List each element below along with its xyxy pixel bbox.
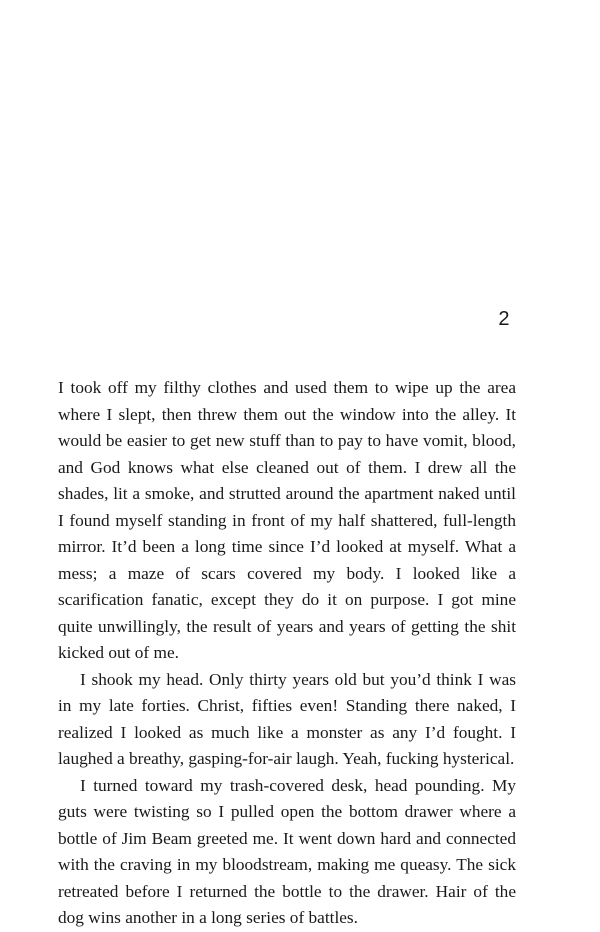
paragraph-2: I shook my head. Only thirty years old but you’d think I was in my late forties. Christ, fifties even! Standing there naked, I realized I looked as much like a monster as any I’d fought. I laughed a breathy, gasping-for-air laugh. Yeah, fucking hysterical. <box>58 669 516 768</box>
paragraph-3: I turned toward my trash-covered desk, head pounding. My guts were twisting so I pulled open the bottom drawer where a bottle of Jim Beam greeted me. It went down hard and connected with the craving in my bloodstream, making me queasy. The sick retreated before I returned the bottle to the drawer. Hair of the dog wins another in a long series of battles. <box>58 775 516 927</box>
chapter-number: 2 <box>498 308 510 330</box>
paragraph-1: I took off my filthy clothes and used them to wipe up the area where I slept, then threw them out the window into the alley. It would be easier to get new stuff than to pay to have vomit, blood, and God knows what else cleaned out of them. I drew all the shades, lit a smoke, and strutted around the apartment naked until I found myself standing in front of my half shattered, full-length mirror. It’d been a long time since I’d looked at myself. What a mess; a maze of scars covered my body. I looked like a scarification fanatic, except they do it on purpose. I got mine quite unwillingly, the result of years and years of getting the shit kicked out of me. <box>58 378 516 662</box>
chapter-body <box>58 375 516 932</box>
